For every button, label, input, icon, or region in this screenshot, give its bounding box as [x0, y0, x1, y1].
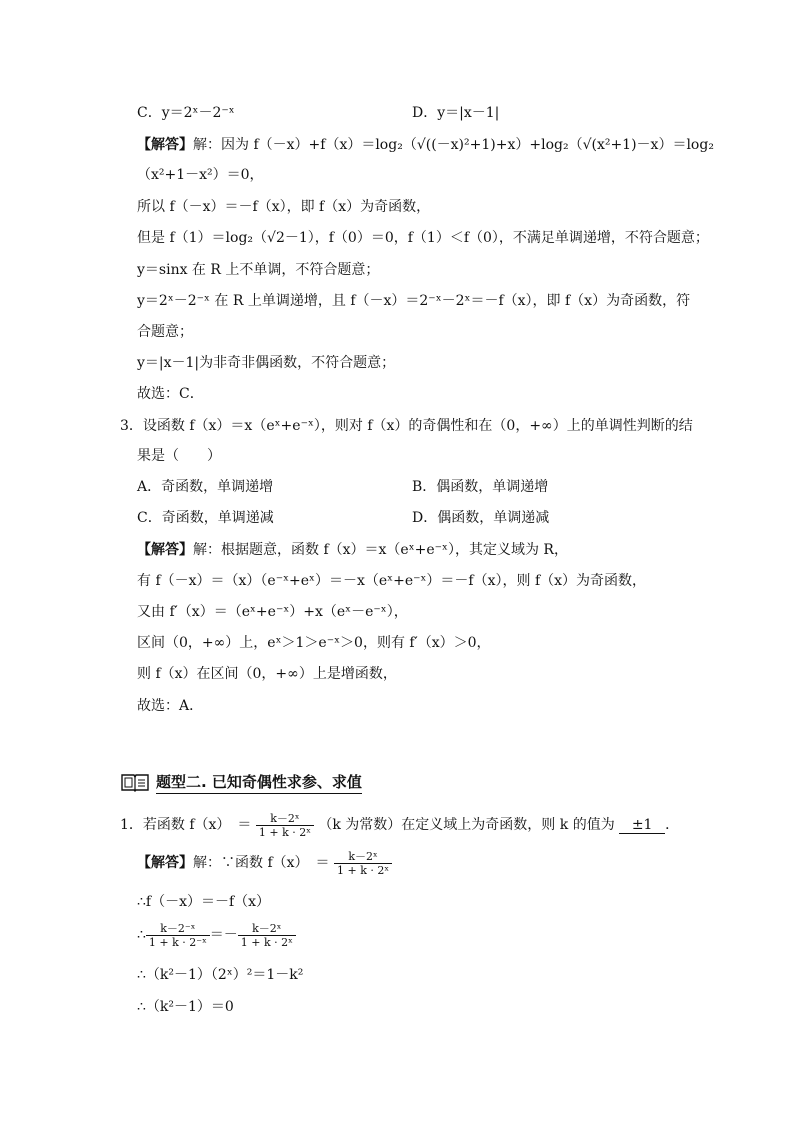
- q1-answer-fraction: [334, 850, 392, 877]
- q1-stem: [120, 810, 679, 840]
- fraction-numerator: k－2ˣ: [270, 811, 300, 825]
- section-heading: [120, 770, 362, 794]
- equals-minus: ＝－: [209, 927, 238, 943]
- q1-answer-line-2: ∴f（－x）＝－f（x）: [137, 894, 271, 910]
- fraction-denominator: 1 + k · 2ˣ: [334, 863, 392, 877]
- q3-option-b: B．偶函数，单调递增: [412, 479, 549, 495]
- therefore-symbol: ∴: [137, 927, 146, 943]
- q2-answer-line-3: 所以 f（－x）＝－f（x），即 f（x）为奇函数，: [137, 199, 431, 215]
- q2-answer-line-9: 故选：C．: [137, 386, 204, 402]
- q1-fraction: [256, 812, 314, 839]
- q1-answer-fraction-right: [238, 922, 296, 949]
- q1-answer-prefix: 解：∵函数 f（x） ＝: [193, 855, 330, 871]
- q3-option-d: D．偶函数，单调递减: [412, 510, 550, 526]
- q3-option-a: A．奇函数，单调递增: [137, 479, 274, 495]
- q1-answer-line-3: [137, 920, 296, 950]
- q3-stem-line-1: 3．设函数 f（x）＝x（eˣ+e⁻ˣ），则对 f（x）的奇偶性和在（0，+∞）上的单调性判断的结: [120, 418, 693, 434]
- q1-answer-line-4: ∴（k²－1）（2ˣ）²＝1－k²: [137, 967, 304, 983]
- q2-answer-line-2: （x²+1－x²）＝0，: [137, 167, 264, 183]
- q2-answer-line-8: y＝|x－1|为非奇非偶函数，不符合题意；: [137, 355, 396, 371]
- answer-tag: 【解答】: [137, 855, 193, 871]
- q3-answer-text-1: 解：根据题意，函数 f（x）＝x（eˣ+e⁻ˣ），其定义域为 R，: [193, 542, 568, 558]
- q1-answer-line-5: ∴（k²－1）＝0: [137, 999, 234, 1015]
- section-title: 题型二. 已知奇偶性求参、求值: [156, 771, 362, 794]
- q3-answer-line-4: 区间（0，+∞）上，eˣ＞1＞e⁻ˣ＞0，则有 f′（x）＞0，: [137, 635, 491, 651]
- answer-tag: 【解答】: [137, 137, 193, 153]
- q2-option-c: C．y＝2ˣ－2⁻ˣ: [137, 105, 235, 121]
- q3-answer-line-6: 故选：A．: [137, 698, 204, 714]
- q3-option-c: C．奇函数，单调递减: [137, 510, 274, 526]
- q2-answer-line-4: 但是 f（1）＝log₂（√2－1），f（0）＝0，f（1）＜f（0），不满足单调递增，不符合题意；: [137, 230, 709, 246]
- q1-answer-line-1: [137, 848, 392, 878]
- q1-stem-prefix: 1．若函数 f（x） ＝: [120, 817, 252, 833]
- q3-stem-line-2: 果是（ ）: [137, 448, 221, 464]
- book-icon: [120, 772, 150, 792]
- q2-answer-line-7: 合题意；: [137, 324, 193, 340]
- fraction-denominator: 1 + k · 2⁻ˣ: [146, 935, 210, 949]
- q2-answer-text-1: 解：因为 f（－x）+f（x）＝log₂（√((－x)²+1)+x）+log₂（√(x²+1)－x）＝log₂: [193, 137, 714, 153]
- q1-answer-fraction-left: [146, 922, 210, 949]
- q1-stem-end: ．: [665, 817, 680, 833]
- fraction-denominator: 1 + k · 2ˣ: [238, 935, 296, 949]
- q1-stem-middle: （k 为常数）在定义域上为奇函数，则 k 的值为: [318, 817, 615, 833]
- fraction-numerator: k－2ˣ: [348, 849, 378, 863]
- q1-answer-blank: ±1: [619, 817, 665, 834]
- fraction-denominator: 1 + k · 2ˣ: [256, 825, 314, 839]
- q2-option-d: D．y＝|x－1|: [412, 105, 500, 121]
- q3-answer-line-3: 又由 f′（x）＝（eˣ+e⁻ˣ）+x（eˣ－e⁻ˣ），: [137, 604, 408, 620]
- q3-answer-line-5: 则 f（x）在区间（0，+∞）上是增函数，: [137, 666, 397, 682]
- fraction-numerator: k－2⁻ˣ: [160, 921, 196, 935]
- q3-answer-line-1: [137, 541, 568, 559]
- answer-tag: 【解答】: [137, 542, 193, 558]
- q2-answer-line-5: y＝sinx 在 R 上不单调，不符合题意；: [137, 262, 380, 278]
- fraction-numerator: k－2ˣ: [252, 921, 282, 935]
- q2-answer-line-6: y＝2ˣ－2⁻ˣ 在 R 上单调递增，且 f（－x）＝2⁻ˣ－2ˣ＝－f（x），即 f（x）为奇函数，符: [137, 293, 691, 309]
- q2-answer-line-1: [137, 136, 714, 154]
- q3-answer-line-2: 有 f（－x）＝（x）（e⁻ˣ+eˣ）＝－x（eˣ+e⁻ˣ）＝－f（x），则 f（x）为奇函数，: [137, 573, 647, 589]
